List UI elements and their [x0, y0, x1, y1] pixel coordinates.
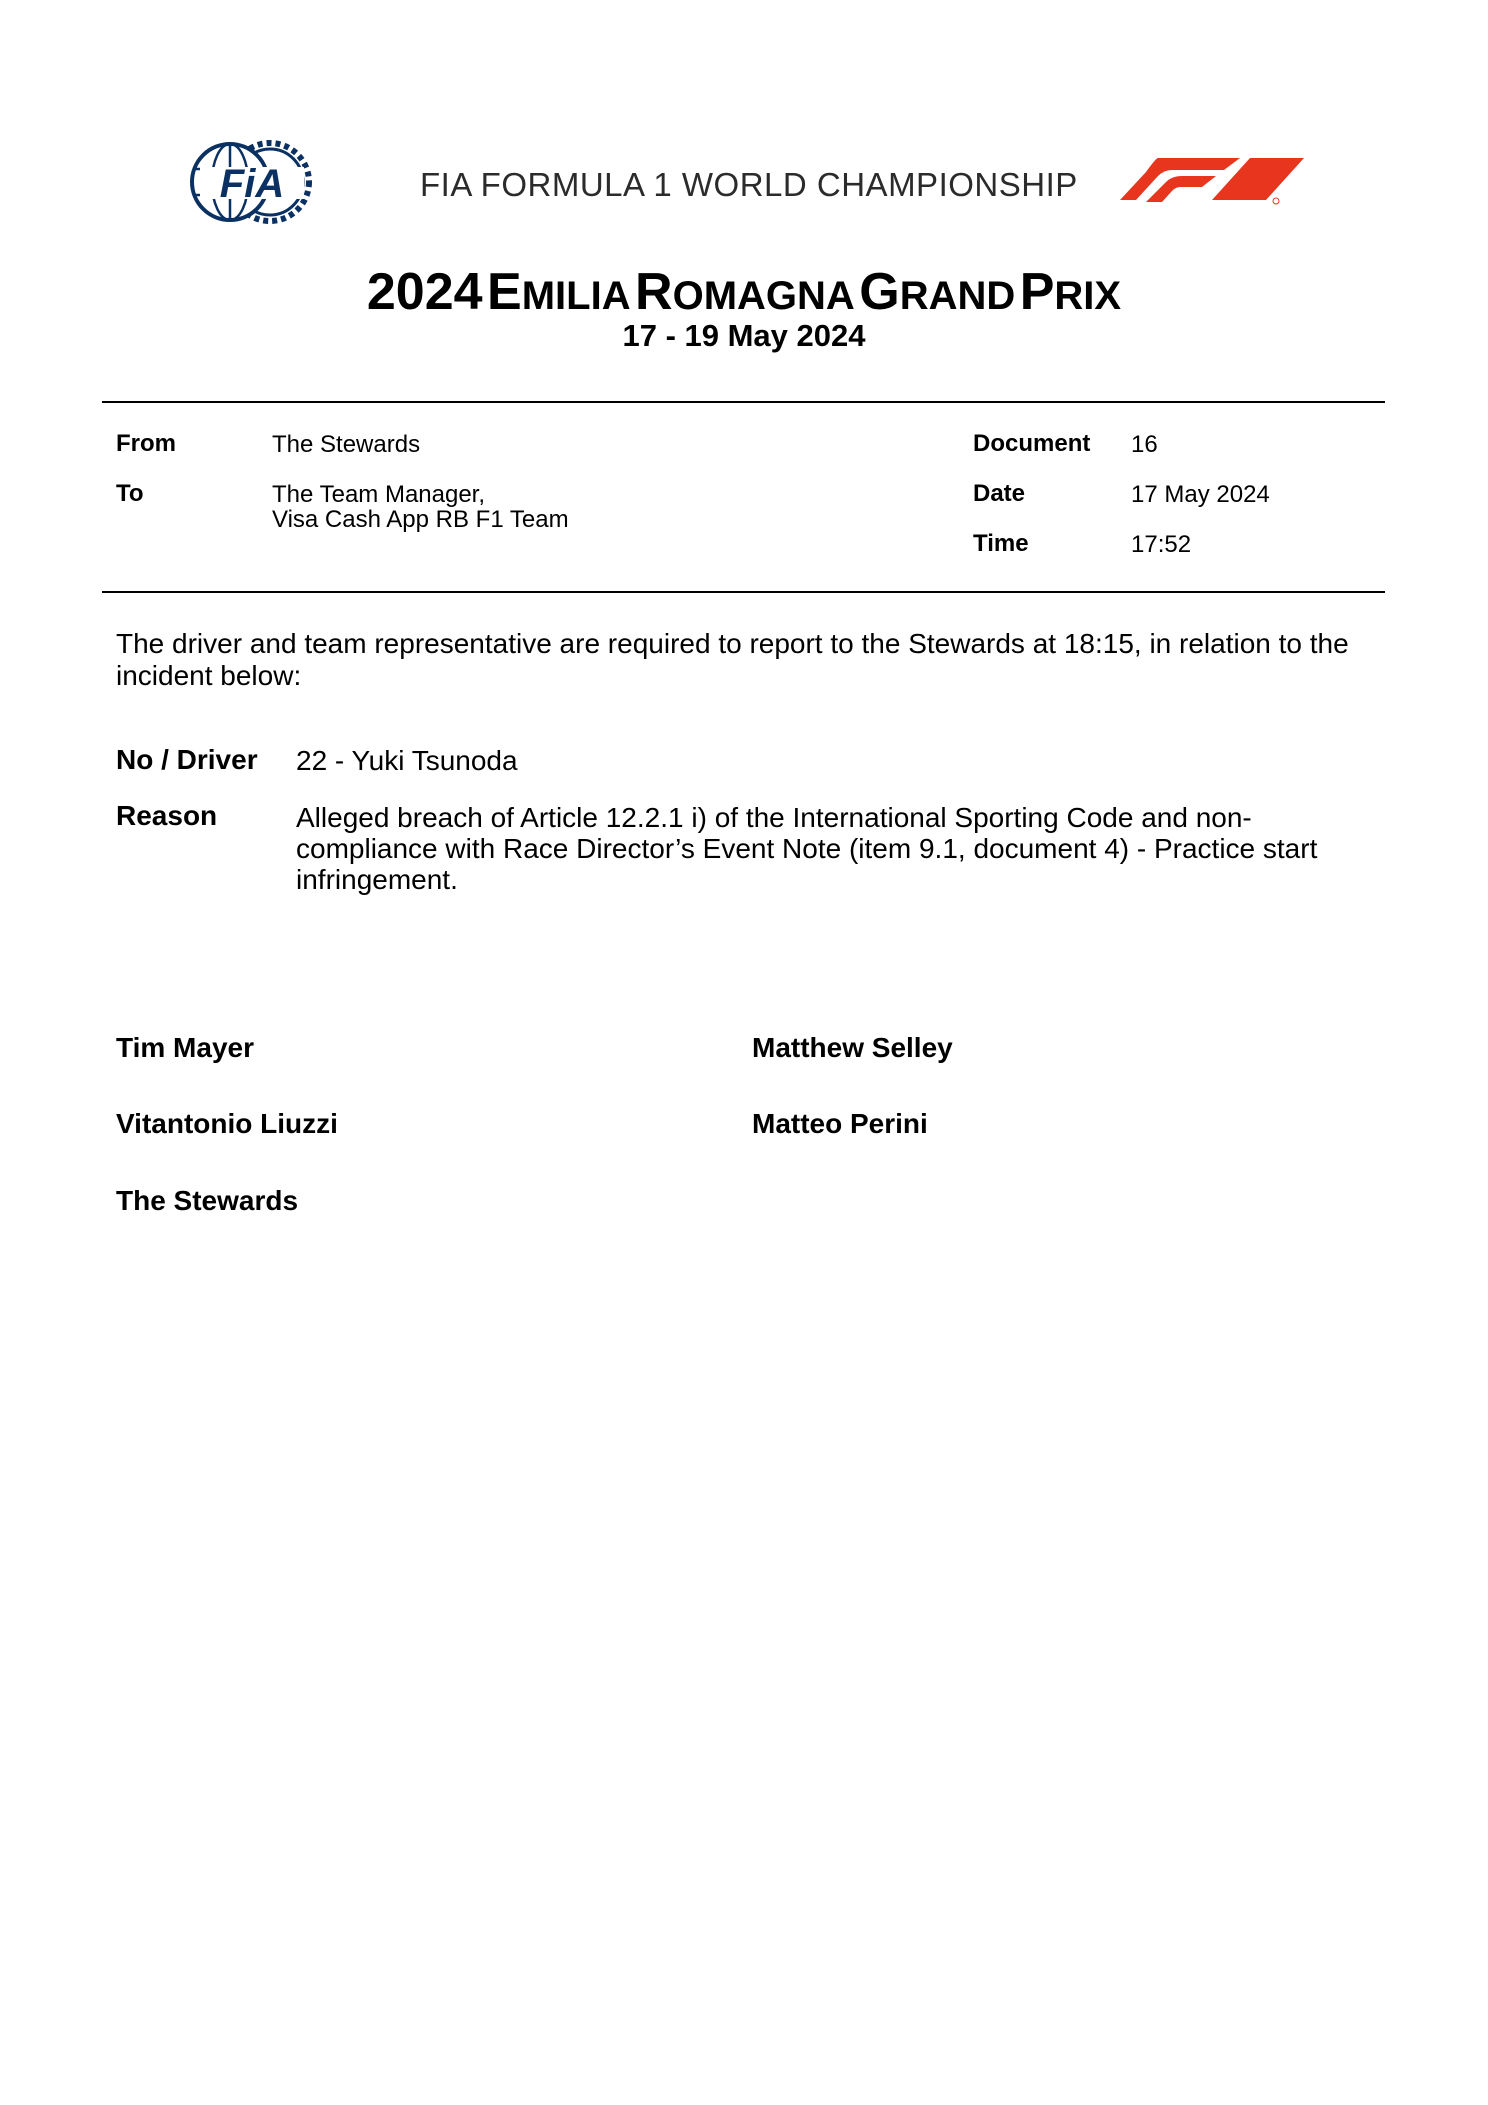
driver-label: No / Driver: [116, 744, 258, 775]
title-rest-emilia: MILIA: [521, 274, 631, 318]
divider-bottom: [102, 591, 1385, 593]
document-label: Document: [973, 430, 1091, 457]
steward-name: Matteo Perini: [752, 1108, 928, 1139]
reason-line-2: compliance with Race Director’s Event Note (item 9.1, document 4) - Practice start: [296, 833, 1318, 864]
reason-line-3: infringement.: [296, 864, 458, 895]
title-rest-romagna: OMAGNA: [672, 274, 855, 318]
date-value: 17 May 2024: [1131, 481, 1270, 508]
reason-label: Reason: [116, 800, 218, 831]
steward-name: Vitantonio Liuzzi: [116, 1108, 338, 1139]
reason-line-1: Alleged breach of Article 12.2.1 i) of the International Sporting Code and non-: [296, 802, 1252, 833]
to-label: To: [116, 480, 144, 507]
title-initial-g: G: [859, 263, 900, 321]
driver-value: 22 - Yuki Tsunoda: [296, 745, 518, 776]
date-label: Date: [973, 480, 1026, 507]
title-initial-e: E: [487, 263, 522, 321]
to-value-line1: The Team Manager,: [272, 481, 486, 508]
title-initial-p: P: [1019, 263, 1055, 321]
event-title: [0, 262, 1488, 322]
time-label: Time: [973, 530, 1029, 557]
to-value-line2: Visa Cash App RB F1 Team: [272, 506, 569, 533]
divider-top: [102, 401, 1385, 403]
fia-logo: [190, 137, 316, 227]
from-value: The Stewards: [272, 431, 421, 458]
steward-name: Tim Mayer: [116, 1032, 254, 1063]
f1-logo: [1120, 158, 1304, 208]
summons-text: The driver and team representative are required to report to the Stewards at 18:15, in relation to the incident below:: [116, 628, 1349, 691]
title-rest-grand: RAND: [899, 274, 1016, 318]
title-year: 2024: [366, 263, 483, 321]
time-value: 17:52: [1131, 531, 1192, 558]
title-rest-prix: RIX: [1054, 274, 1122, 318]
championship-title: FIA FORMULA 1 WORLD CHAMPIONSHIP: [420, 166, 1078, 203]
fia-logo-text: FiA: [219, 162, 285, 206]
stewards-closing: The Stewards: [116, 1185, 299, 1216]
event-dates: 17 - 19 May 2024: [622, 318, 866, 353]
steward-name: Matthew Selley: [752, 1032, 953, 1063]
title-initial-r: R: [635, 263, 673, 321]
from-label: From: [116, 430, 176, 457]
document-value: 16: [1131, 431, 1158, 458]
